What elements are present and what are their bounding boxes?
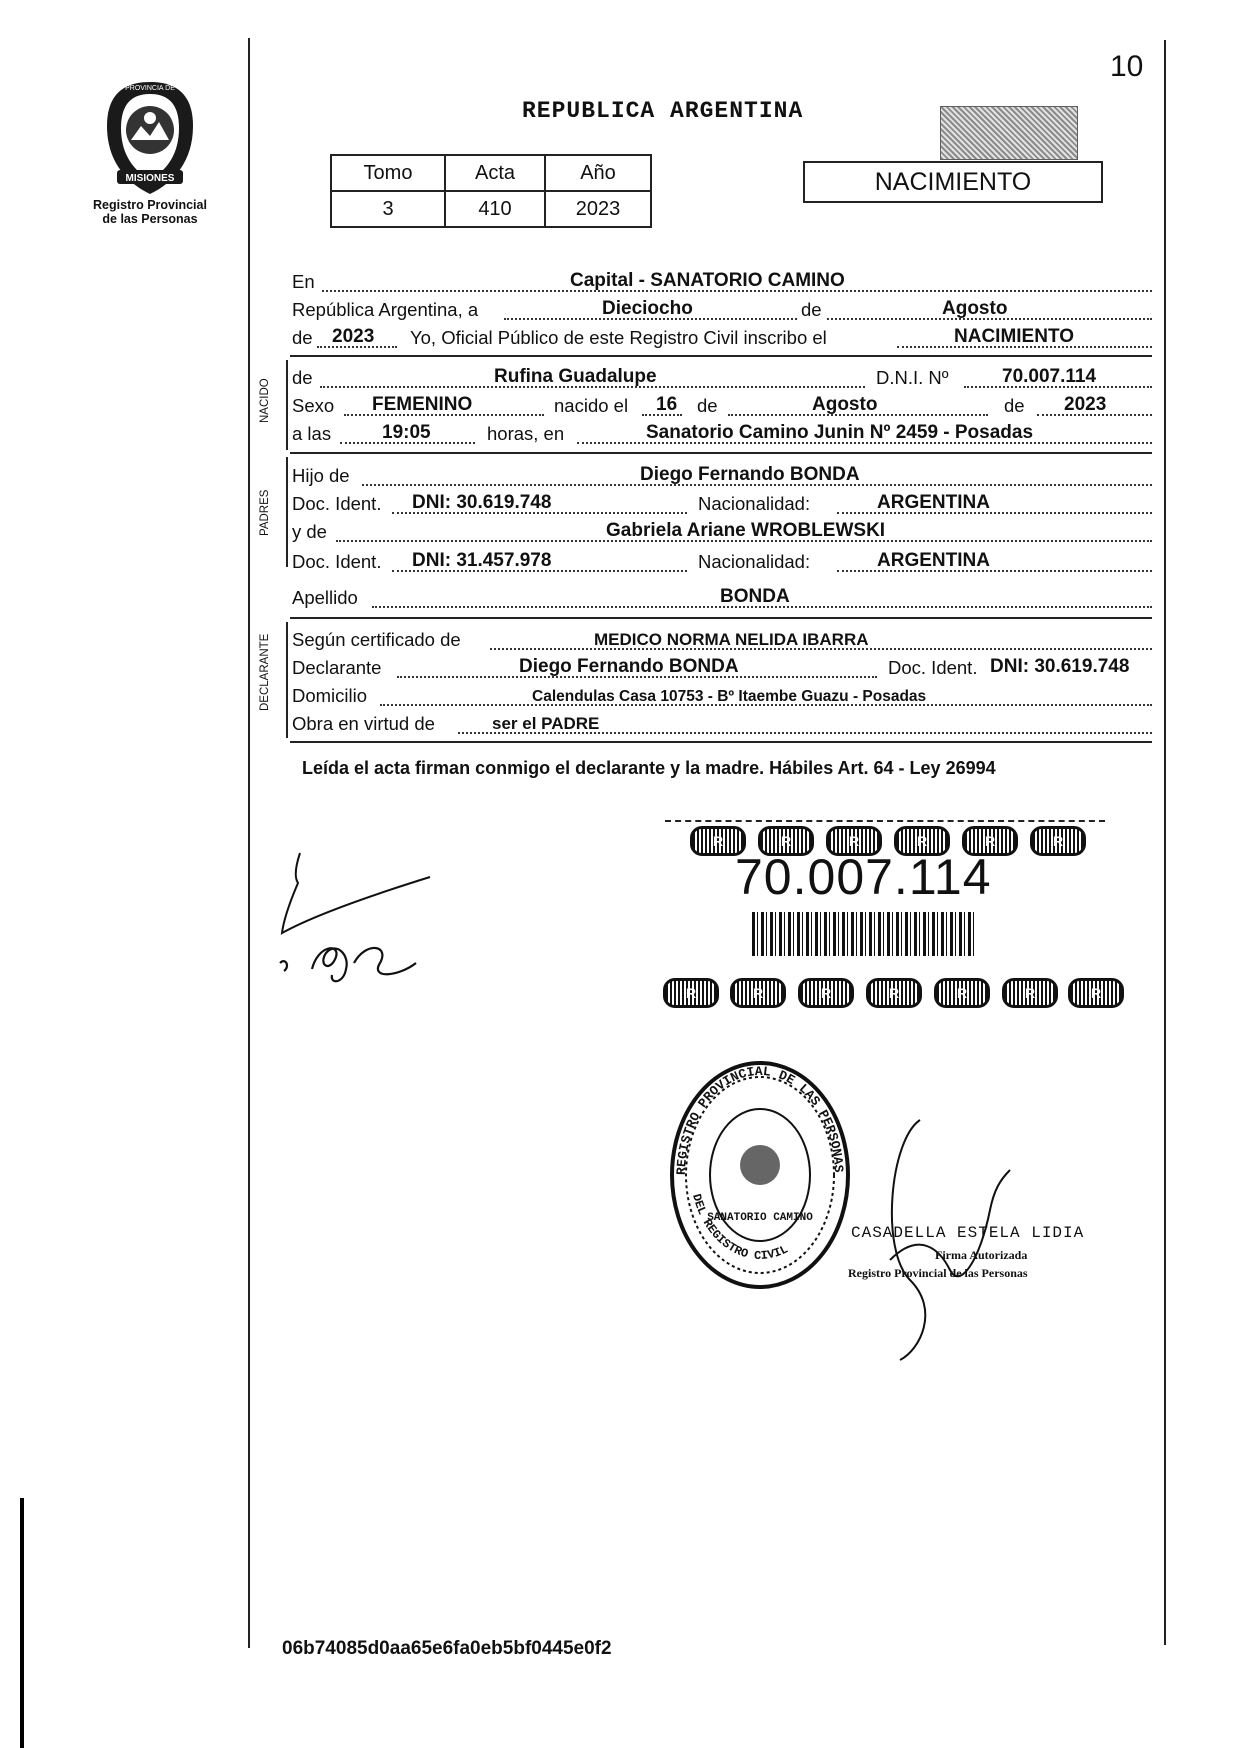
declarante-bracket (286, 622, 288, 738)
anio-header: Año (545, 155, 651, 191)
r-badge-icon: R (758, 826, 814, 856)
r-badge-icon: R (866, 978, 922, 1008)
row-en: En Capital - SANATORIO CAMINO (292, 268, 1152, 295)
svg-text:PROVINCIA DE: PROVINCIA DE (125, 85, 175, 92)
padres-section-label: PADRES (259, 489, 271, 536)
place-value: Capital - SANATORIO CAMINO (570, 270, 845, 291)
acta-header: Acta (445, 155, 545, 191)
official-office: Registro Provincial de las Personas (848, 1266, 1028, 1280)
mother-nationality-value: ARGENTINA (877, 550, 990, 571)
birth-year-value: 2023 (1064, 394, 1107, 415)
r-badge-icon: R (663, 978, 719, 1008)
tomo-header: Tomo (331, 155, 445, 191)
official-seal (665, 1055, 855, 1295)
barcode-top-dash (665, 820, 1105, 824)
row-hora: a las 19:05 horas, en Sanatorio Camino Junin Nº 2459 - Posadas (292, 420, 1152, 447)
row-apellido: Apellido BONDA (292, 584, 1152, 611)
logo-caption-line2: de las Personas (102, 212, 198, 226)
barcode-bars (752, 912, 977, 956)
row-y-de: y de Gabriela Ariane WROBLEWSKI (292, 518, 1152, 545)
birth-day-value: 16 (656, 394, 678, 415)
row-inscribo: de 2023 Yo, Oficial Público de este Registro Civil inscribo el NACIMIENTO (292, 324, 1152, 351)
r-badge-icon: R (690, 826, 746, 856)
row-fecha: República Argentina, a Dieciocho de Agosto (292, 296, 1152, 323)
registry-table (330, 154, 652, 228)
row-declarante: Declarante Diego Fernando BONDA Doc. Ident. DNI: 30.619.748 (292, 656, 1130, 678)
right-margin-line (1164, 40, 1166, 1645)
birth-hour-value: 19:05 (382, 422, 431, 443)
r-badge-icon: R (1002, 978, 1058, 1008)
year-value: 2023 (332, 326, 375, 347)
anio-value: 2023 (545, 191, 651, 227)
father-doc-value: DNI: 30.619.748 (412, 492, 552, 513)
month-value: Agosto (942, 298, 1008, 319)
r-badge-icon: R (962, 826, 1018, 856)
child-name-value: Rufina Guadalupe (494, 366, 657, 387)
father-nationality-value: ARGENTINA (877, 492, 990, 513)
country-title: REPUBLICA ARGENTINA (522, 98, 804, 124)
birth-place-value: Sanatorio Camino Junin Nº 2459 - Posadas (646, 422, 1034, 443)
declarant-name-value: Diego Fernando BONDA (519, 656, 739, 677)
separator-padres-top (290, 452, 1152, 454)
mother-name-value: Gabriela Ariane WROBLEWSKI (606, 520, 886, 541)
official-role: Firma Autorizada (935, 1248, 1028, 1262)
record-type-box: NACIMIENTO (803, 161, 1103, 203)
row-mother-doc: Doc. Ident. DNI: 31.457.978 Nacionalidad: ARGENTINA (292, 548, 1152, 575)
separator-declarante-bottom (290, 741, 1152, 743)
official-name: CASADELLA ESTELA LIDIA (851, 1224, 1085, 1242)
page-number: 10 (1110, 50, 1144, 83)
svg-text:DEL REGISTRO CIVIL: DEL REGISTRO CIVIL (689, 1192, 791, 1264)
left-margin-line (248, 38, 250, 1648)
tomo-value: 3 (331, 191, 445, 227)
r-badge-icon: R (1068, 978, 1124, 1008)
r-badge-icon: R (894, 826, 950, 856)
address-value: Calendulas Casa 10753 - Bº Itaembe Guazu - Posadas (532, 688, 927, 705)
nacido-section-label: NACIDO (259, 378, 271, 423)
row-obra: Obra en virtud de ser el PADRE (292, 710, 1152, 737)
separator-declarante-top (290, 617, 1152, 619)
document-hash: 06b74085d0aa65e6fa0eb5bf0445e0f2 (282, 1638, 612, 1659)
r-badge-icon: R (1030, 826, 1086, 856)
child-dni-value: 70.007.114 (1002, 366, 1097, 387)
row-domicilio: Domicilio Calendulas Casa 10753 - Bº Itaembe Guazu - Posadas (292, 682, 1152, 709)
logo-caption-line1: Registro Provincial (93, 198, 207, 212)
scan-edge-line (20, 1498, 24, 1748)
r-badge-icon: R (798, 978, 854, 1008)
father-name-value: Diego Fernando BONDA (640, 464, 860, 485)
separator-nacido-top (290, 355, 1152, 357)
row-certificado: Según certificado de MEDICO NORMA NELIDA IBARRA (292, 626, 1152, 653)
nacido-bracket (286, 360, 288, 450)
inscribo-value: NACIMIENTO (954, 326, 1074, 347)
day-value: Dieciocho (602, 298, 693, 319)
registry-emblem-logo (95, 78, 205, 198)
declarant-doc-value: DNI: 30.619.748 (990, 656, 1130, 677)
padres-bracket (286, 457, 288, 567)
surname-value: BONDA (720, 586, 790, 607)
mother-doc-value: DNI: 31.457.978 (412, 550, 552, 571)
r-badge-icon: R (730, 978, 786, 1008)
sex-value: FEMENINO (372, 394, 473, 415)
svg-text:SANATORIO CAMINO: SANATORIO CAMINO (707, 1212, 813, 1224)
svg-text:MISIONES: MISIONES (125, 173, 175, 184)
barcode-number: 70.007.114 (735, 849, 992, 905)
birth-month-value: Agosto (812, 394, 878, 415)
r-badge-icon: R (826, 826, 882, 856)
declarant-signature (270, 845, 450, 995)
certificate-value: MEDICO NORMA NELIDA IBARRA (594, 630, 869, 649)
row-father-doc: Doc. Ident. DNI: 30.619.748 Nacionalidad: ARGENTINA (292, 490, 1152, 517)
row-sexo: Sexo FEMENINO nacido el 16 de Agosto de 2023 (292, 392, 1152, 419)
row-hijo-de: Hijo de Diego Fernando BONDA (292, 462, 1152, 489)
row-nombre: de Rufina Guadalupe D.N.I. Nº 70.007.114 (292, 364, 1152, 391)
r-badge-icon: R (934, 978, 990, 1008)
logo-caption (80, 198, 220, 226)
closing-statement: Leída el acta firman conmigo el declarante y la madre. Hábiles Art. 64 - Ley 26994 (302, 758, 996, 778)
acta-value: 410 (445, 191, 545, 227)
declarante-section-label: DECLARANTE (259, 633, 271, 711)
svg-text:REGISTRO PROVINCIAL DE LAS PER: REGISTRO PROVINCIAL DE LAS PERSONAS (673, 1063, 847, 1176)
capacity-value: ser el PADRE (492, 714, 600, 733)
fiscal-stamp (940, 106, 1078, 160)
